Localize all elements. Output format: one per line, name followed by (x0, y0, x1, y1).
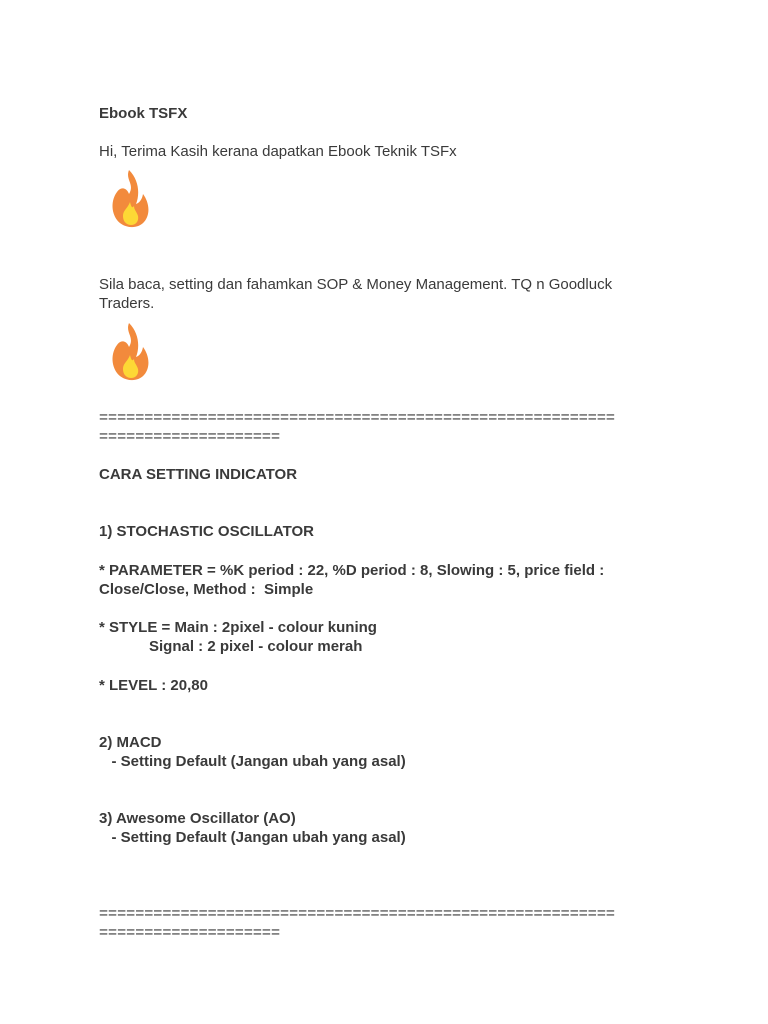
macd-setting: - Setting Default (Jangan ubah yang asal) (99, 753, 406, 770)
ao-setting: - Setting Default (Jangan ubah yang asal) (99, 829, 406, 846)
instruction-line-2: Traders. (99, 295, 155, 312)
greeting-text: Hi, Terima Kasih kerana dapatkan Ebook Teknik TSFx (99, 143, 457, 160)
stoch-level: * LEVEL : 20,80 (99, 677, 208, 694)
stoch-param-line-2: Close/Close, Method : Simple (99, 581, 314, 598)
divider-line-3: ========================================================= (99, 905, 615, 922)
instruction-line-1: Sila baca, setting dan fahamkan SOP & Money Management. TQ n Goodluck (99, 276, 613, 293)
stoch-style-line-2: Signal : 2 pixel - colour merah (99, 638, 363, 655)
ao-title: 3) Awesome Oscillator (AO) (99, 810, 296, 827)
divider-line-1: ========================================================= (99, 409, 615, 426)
fire-icon (107, 321, 151, 383)
stoch-param-line-1: * PARAMETER = %K period : 22, %D period : 8, Slowing : 5, price field : (99, 562, 605, 579)
section-title: CARA SETTING INDICATOR (99, 466, 298, 483)
fire-icon (107, 168, 151, 230)
stoch-title: 1) STOCHASTIC OSCILLATOR (99, 523, 315, 540)
divider-line-4: ==================== (99, 924, 281, 941)
doc-title: Ebook TSFX (99, 105, 188, 122)
stoch-style-line-1: * STYLE = Main : 2pixel - colour kuning (99, 619, 377, 636)
divider-line-2: ==================== (99, 428, 281, 445)
macd-title: 2) MACD (99, 734, 162, 751)
